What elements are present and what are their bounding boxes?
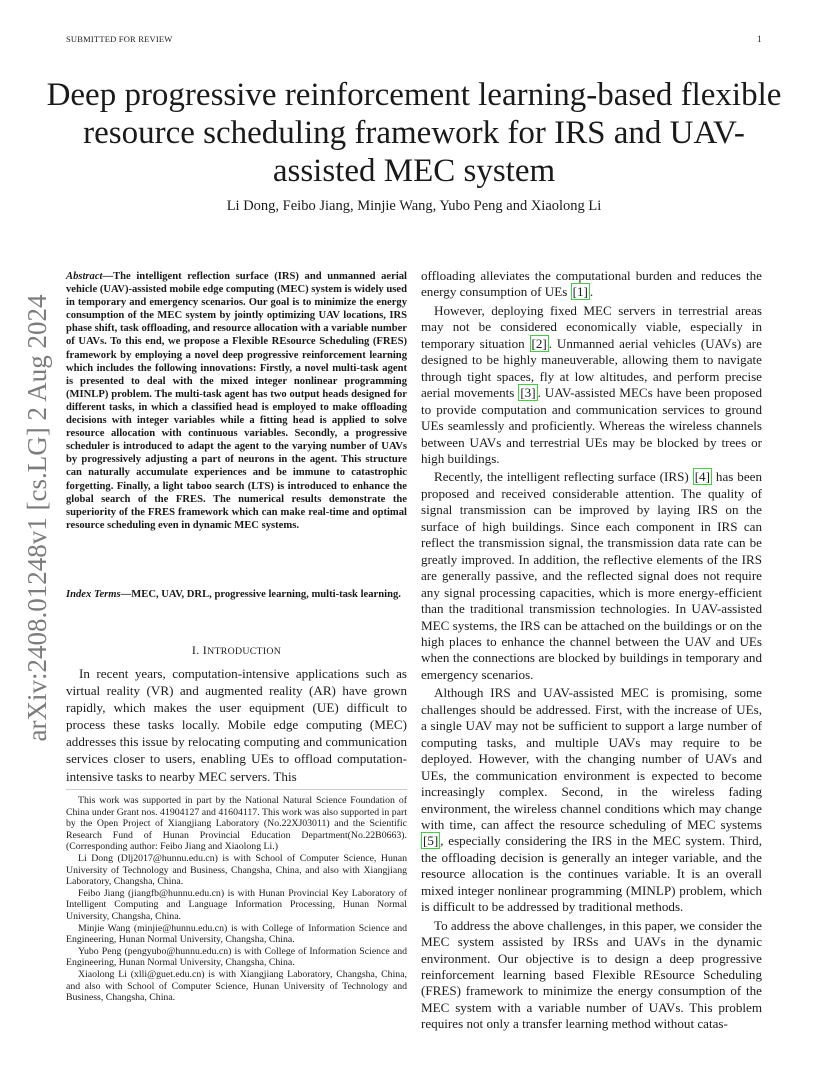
citation-link[interactable]: [1] [572,284,588,300]
abstract-text: —The intelligent reflection surface (IRS) and unmanned aerial vehicle (UAV)-assisted mobile edge computing (MEC) system is widely used in temporary and emergency scenarios. Our goal is to minimize the energy consumption of the MEC system by jointly optimizing UAV locations, IRS phase shift, task offloading, and resource allocation with a variable number of UAVs. To this end, we propose a Flexible REsource Scheduling (FRES) framework by employing a novel deep progressive reinforcement learning which includes the following innovations: Firstly, a novel multi-task agent is presented to deal with the mixed integer nonlinear programming (MINLP) problem. The multi-task agent has two output heads designed for different tasks, in which a classified head is employed to make offloading decisions with integer variables while a fitting head is applied to solve resource allocation with continuous variables. Secondly, a progressive scheduler is introduced to adapt the agent to the varying number of UAVs by progressively adjusting a part of neurons in the agent. This structure can naturally accumulate experiences and be immune to catastrophic forgetting. Finally, a light taboo search (LTS) is introduced to enhance the global search of the FRES. The numerical results demonstrate the superiority of the FRES framework which can make real-time and optimal resource scheduling even in dynamic MEC systems. [66,271,407,531]
footnote-author-2: Feibo Jiang (jiangfb@hunnu.edu.cn) is with Hunan Provincial Key Laboratory of Intelligent Computing and Language Information Processing, Hunan Normal University, Changsha, China. [66,887,407,922]
abstract [66,270,407,532]
paragraph: Although IRS and UAV-assisted MEC is promising, some challenges should be addressed. First, with the increase of UEs, a single UAV may not be sufficient to support a large number of computing tasks, and multiple UAVs may require to be deployed. However, with the changing number of UAVs and UEs, the communication environment is expected to become increasingly complex. Second, in the wireless fading environment, the wireless channel conditions which may change with time, can affect the resource scheduling of MEC systems [5] , especially considering the IRS in the MEC system. Third, the offloading decision is generally an integer variable, and the resource allocation is the continues variable. It is an overall mixed integer nonlinear programming (MINLP) problem, which is difficult to be addressed by traditional methods. [421,685,762,915]
intro-paragraph: In recent years, computation-intensive applications such as virtual reality (VR) and augmented reality (AR) have grown rapidly, which makes the user equipment (UE) difficult to process these tasks locally. Mobile edge computing (MEC) addresses this issue by relocating computing and communication services closer to users, enabling UEs to offload computation-intensive tasks to nearby MEC servers. This [66,666,407,784]
paragraph: Recently, the intelligent reflecting surface (IRS) [4] has been proposed and received considerable attention. The quality of signal transmission can be improved by laying IRS on the surface of high buildings. Since each component in IRS can reflect the transmission signal, the transmission data rate can be greatly improved. In addition, the reflective elements of the IRS are generally passive, and the reflected signal does not require any signal processing capacities, which is more energy-efficient than the traditional transmission technologies. In UAV-assisted MEC systems, the IRS can be attached on the buildings or on the high places to enhance the channel between the UAV and UEs when the connections are blocked by buildings in temporary and emergency scenarios. [421,469,762,682]
footnote-author-5: Xiaolong Li (xlli@guet.edu.cn) is with Xiangjiang Laboratory, Changsha, China, and also with School of Computer Science, Hunan University of Technology and Business, Changsha, China. [66,968,407,1004]
footnote-author-3: Minjie Wang (minjie@hunnu.edu.cn) is with College of Information Science and Engineering, Hunan Normal University, Changsha, China. [66,922,407,946]
page-number: 1 [757,34,762,44]
footnotes [66,795,407,1004]
running-header: SUBMITTED FOR REVIEW [66,34,173,44]
paragraph: However, deploying fixed MEC servers in terrestrial areas may not be considered economically viable, especially in temporary situation [2] . Unmanned aerial vehicles (UAVs) are designed to be highly maneuverable, allowing them to navigate through tight spaces, fly at low altitudes, and perform precise aerial movements [3] . UAV-assisted MECs have been proposed to provide computation and communication services to ground UEs seamlessly and proficiently. Whereas the wireless channels between UAVs and terrestrial UEs may be blocked by trees or high buildings. [421,302,762,466]
paper-title: Deep progressive reinforcement learning-based flexible resource scheduling framework for IRS and UAV-assisted MEC system [46,77,782,189]
index-terms-text: —MEC, UAV, DRL, progressive learning, multi-task learning. [120,589,401,600]
index-terms-label: Index Terms [66,589,121,600]
arxiv-stamp: arXiv:2408.01248v1 [cs.LG] 2 Aug 2024 [21,294,52,742]
footnote-funding: This work was supported in part by the National Natural Science Foundation of China under Grant nos. 41904127 and 41604117. This work was also supported in part by the Open Project of Xiangjiang Laboratory (No.22XJ03011) and the Scientific Research Fund of Hunan Provincial Education Department(No.22B0663). (Corresponding author: Feibo Jiang and Xiaolong Li.) [66,795,407,853]
footnote-divider [66,789,407,790]
paragraph: offloading alleviates the computational burden and reduces the energy consumption of UEs [1] . [421,268,762,300]
author-list: Li Dong, Feibo Jiang, Minjie Wang, Yubo Peng and Xiaolong Li [226,198,602,214]
section-heading: I. INTRODUCTION [191,643,282,657]
citation-link[interactable]: [3] [520,385,536,401]
footnote-author-4: Yubo Peng (pengyubo@hunnu.edu.cn) is with College of Information Science and Engineering, Hunan Normal University, Changsha, China. [66,945,407,969]
abstract-label: Abstract [66,271,103,282]
right-column-body [421,268,762,1035]
paragraph: To address the above challenges, in this paper, we consider the MEC system assisted by IRSs and UAVs in the dynamic environment. Our objective is to design a deep progressive reinforcement learning based Flexible REsource Scheduling (FRES) framework to minimize the energy consumption of the MEC system with a variable number of UAVs. This problem requires not only a transfer learning method without catas- [421,917,762,1032]
footnote-author-1: Li Dong (Dlj2017@hunnu.edu.cn) is with School of Computer Science, Hunan University of Technology and Business, Changsha, China, and also with Xiangjiang Laboratory, Changsha, China. [66,852,407,888]
index-terms [66,588,407,601]
citation-link[interactable]: [4] [694,469,710,485]
citation-link[interactable]: [5] [423,833,439,849]
citation-link[interactable]: [2] [531,335,547,351]
